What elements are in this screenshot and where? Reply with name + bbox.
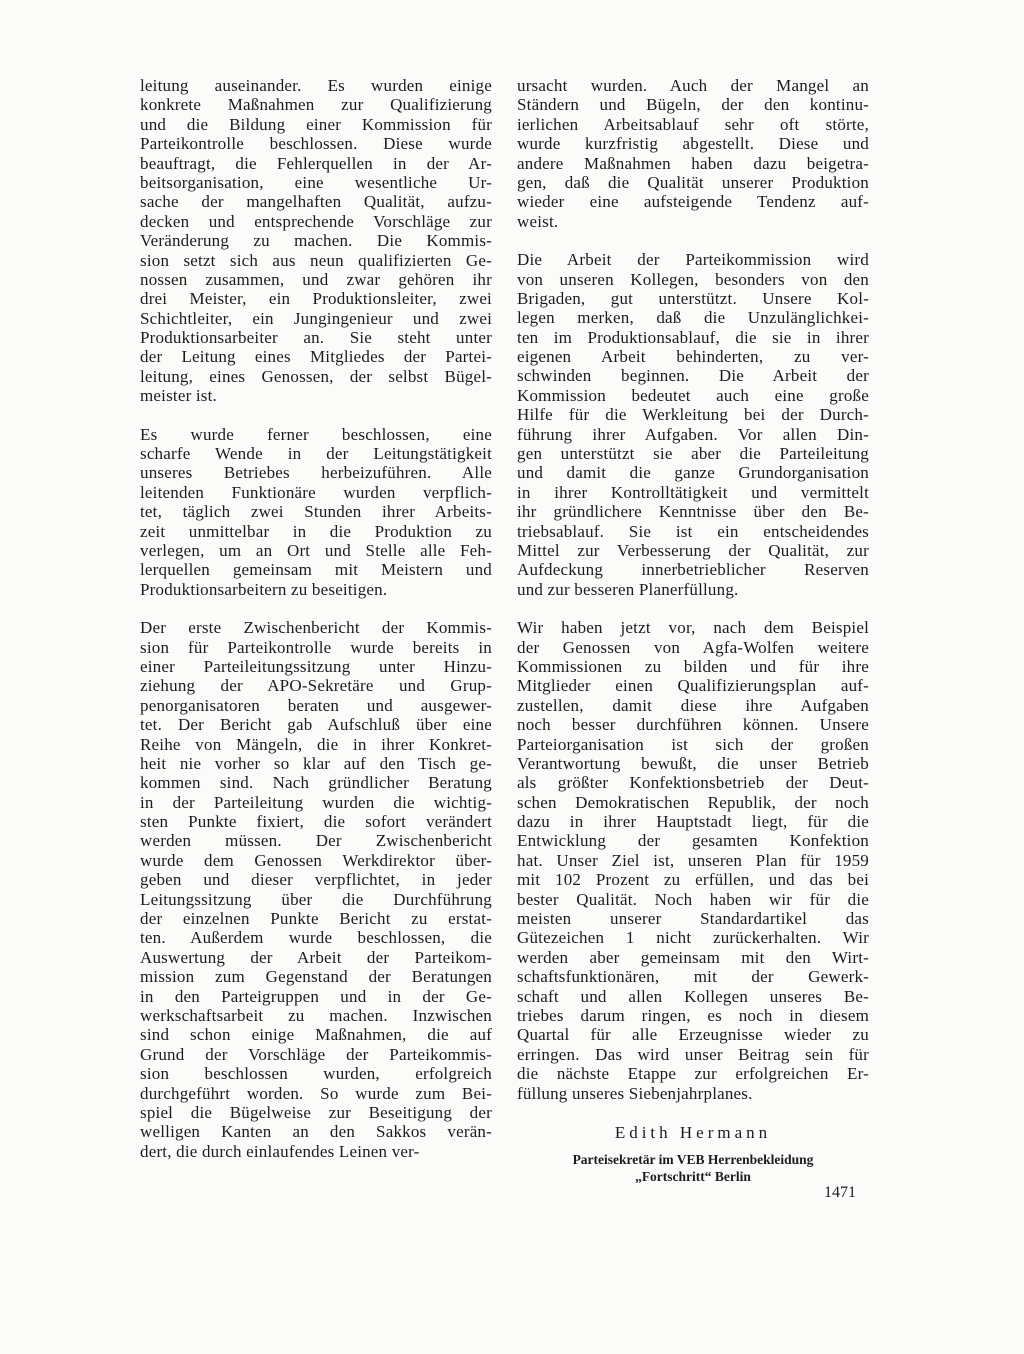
text-line: mission zum Gegenstand der Beratungen <box>140 967 492 987</box>
text-line: erringen. Das wird unser Beitrag sein für <box>517 1044 869 1064</box>
text-line: schwinden beginnen. Die Arbeit der <box>517 366 869 386</box>
text-line: sache der mangelhaften Qualität, aufzu- <box>140 192 492 212</box>
text-line: Der erste Zwischenbericht der Kommis- <box>140 618 492 638</box>
text-line: der Leitung eines Mitgliedes der Partei- <box>140 347 492 367</box>
text-line: konkrete Maßnahmen zur Qualifizierung <box>140 95 492 115</box>
text-line: sten Punkte fixiert, die sofort verändert <box>140 812 492 832</box>
text-line: Gütezeichen 1 nicht zurückerhalten. Wir <box>517 928 869 948</box>
text-line: Mittel zur Verbesserung der Qualität, zur <box>517 540 869 560</box>
text-line: Reihe von Mängeln, die in ihrer Konkret- <box>140 734 492 754</box>
text-line: Parteikontrolle beschlossen. Diese wurde <box>140 134 492 154</box>
paragraph <box>517 76 869 231</box>
paragraph <box>140 76 492 406</box>
text-line: durchgeführt worden. So wurde zum Bei- <box>140 1083 492 1103</box>
text-line: Aufdeckung innerbetrieblicher Reserven <box>517 560 869 580</box>
text-line: ihr gründlichere Kenntnisse über den Be- <box>517 502 869 522</box>
text-line: werden aber gemeinsam mit den Wirt- <box>517 947 869 967</box>
text-line: sion setzt sich aus neun qualifizierten Ge- <box>140 250 492 270</box>
text-line: und zur besseren Planerfüllung. <box>517 579 739 599</box>
text-line: Kommissionen zu bilden und für ihre <box>517 656 869 676</box>
text-line: tet, täglich zwei Stunden ihrer Arbeits- <box>140 502 492 522</box>
text-line: ten im Produktionsablauf, die sie in ihrer <box>517 327 869 347</box>
text-line: Veränderung zu machen. Die Kommis- <box>140 231 492 251</box>
text-line: dazu in ihrer Hauptstadt liegt, für die <box>517 812 869 832</box>
text-line: Verantwortung bewußt, die unser Betrieb <box>517 753 869 773</box>
text-line: Ständern und Bügeln, der den kontinu- <box>517 95 869 115</box>
text-line: unseres Betriebes herbeizuführen. Alle <box>140 463 492 483</box>
text-line: zeit unmittelbar in die Produktion zu <box>140 521 492 541</box>
text-line: penorganisatoren beraten und ausgewer- <box>140 695 492 715</box>
text-line: zustellen, damit diese ihre Aufgaben <box>517 695 869 715</box>
paragraph <box>517 250 869 599</box>
text-line: meisten unserer Standardartikel das <box>517 909 869 929</box>
text-line: spiel die Bügelweise zur Beseitigung der <box>140 1102 492 1122</box>
text-line: dert, die durch einlaufendes Leinen ver- <box>140 1141 420 1161</box>
text-line: und damit die ganze Grundorganisation <box>517 463 869 483</box>
text-line: Brigaden, gut unterstützt. Unsere Kol- <box>517 288 869 308</box>
text-line: Produktionsarbeiter an. Sie steht unter <box>140 328 492 348</box>
text-line: ierlichen Arbeitsablauf sehr oft störte, <box>517 114 869 134</box>
text-line: einer Parteileitungssitzung unter Hinzu- <box>140 656 492 676</box>
text-line: beauftragt, die Fehlerquellen in der Ar- <box>140 153 492 173</box>
text-line: werden müssen. Der Zwischenbericht <box>140 831 492 851</box>
text-line: eigenen Arbeit behinderten, zu ver- <box>517 347 869 367</box>
author-location: „Fortschritt“ Berlin <box>635 1168 751 1184</box>
text-line: mit 102 Prozent zu erfüllen, und das bei <box>517 870 869 890</box>
text-line: sion für Parteikontrolle wurde bereits in <box>140 637 492 657</box>
paragraph <box>517 618 869 1103</box>
text-line: schen Demokratischen Republik, der noch <box>517 792 869 812</box>
text-line: in der Parteileitung wurden die wichtig- <box>140 792 492 812</box>
text-line: Entwicklung der gesamten Konfektion <box>517 831 869 851</box>
text-line: noch besser durchführen können. Unsere <box>517 715 869 735</box>
text-line: werkschaftsarbeit zu machen. Inzwischen <box>140 1005 492 1025</box>
text-line: lerquellen gemeinsam mit Meistern und <box>140 560 492 580</box>
text-line: Leitungssitzung über die Durchführung <box>140 889 492 909</box>
text-line: in den Parteigruppen und in der Ge- <box>140 986 492 1006</box>
text-line: heit nie vorher so klar auf den Tisch ge- <box>140 753 492 773</box>
text-line: ten. Außerdem wurde beschlossen, die <box>140 928 492 948</box>
text-line: der einzelnen Punkte Bericht zu erstat- <box>140 909 492 929</box>
text-line: Auswertung der Arbeit der Parteikom- <box>140 947 492 967</box>
text-line: schaft und allen Kollegen unseres Be- <box>517 986 869 1006</box>
text-line: von unseren Kollegen, besonders von den <box>517 269 869 289</box>
text-line: Hilfe für die Werkleitung bei der Durch- <box>517 405 869 425</box>
text-line: wurde kurzfristig abgestellt. Diese und <box>517 134 869 154</box>
text-line: verlegen, um an Ort und Stelle alle Feh- <box>140 540 492 560</box>
text-line: in ihrer Kontrolltätigkeit und vermittelt <box>517 482 869 502</box>
text-line: Schichtleiter, ein Jungingenieur und zwei <box>140 308 492 328</box>
text-line: Die Arbeit der Parteikommission wird <box>517 250 869 270</box>
text-line: Kommission bedeutet auch eine große <box>517 385 869 405</box>
text-line: tet. Der Bericht gab Aufschluß über eine <box>140 715 492 735</box>
text-line: sion beschlossen wurden, erfolgreich <box>140 1064 492 1084</box>
text-line: wieder eine aufsteigende Tendenz auf- <box>517 192 869 212</box>
text-line: welligen Kanten an den Sakkos verän- <box>140 1122 492 1142</box>
text-line: decken und entsprechende Vorschläge zur <box>140 211 492 231</box>
text-line: schaftsfunktionären, mit der Gewerk- <box>517 967 869 987</box>
text-line: ursacht wurden. Auch der Mangel an <box>517 76 869 95</box>
text-line: weist. <box>517 211 559 231</box>
text-line: andere Maßnahmen haben dazu beigetra- <box>517 153 869 173</box>
text-line: sind schon einige Maßnahmen, die auf <box>140 1025 492 1045</box>
signature-block <box>517 1122 869 1185</box>
text-line: gen unterstützt sie aber die Parteileitung <box>517 444 869 464</box>
author-role: Parteisekretär im VEB Herrenbekleidung <box>572 1151 814 1167</box>
text-line: füllung unseres Siebenjahrplanes. <box>517 1083 753 1103</box>
text-line: Es wurde ferner beschlossen, eine <box>140 424 492 444</box>
text-line: und die Bildung einer Kommission für <box>140 114 492 134</box>
paragraph <box>140 618 492 1161</box>
text-line: Quartal für alle Erzeugnisse wieder zu <box>517 1025 869 1045</box>
text-line: leitung auseinander. Es wurden einige <box>140 76 492 95</box>
text-line: drei Meister, ein Produktionsleiter, zwei <box>140 289 492 309</box>
text-line: die nächste Etappe zur erfolgreichen Er- <box>517 1064 869 1084</box>
text-line: führung ihrer Aufgaben. Vor allen Din- <box>517 424 869 444</box>
text-line: Grund der Vorschläge der Parteikommis- <box>140 1044 492 1064</box>
paragraph <box>140 425 492 600</box>
text-line: Produktionsarbeitern zu beseitigen. <box>140 579 388 599</box>
text-line: triebsablauf. Sie ist ein entscheidendes <box>517 521 869 541</box>
text-line: leitenden Funktionäre wurden verpflich- <box>140 482 492 502</box>
text-line: beitsorganisation, eine wesentliche Ur- <box>140 172 492 192</box>
text-line: leitung, eines Genossen, der selbst Bügel- <box>140 366 492 386</box>
text-line: Parteiorganisation ist sich der großen <box>517 734 869 754</box>
text-line: bester Qualität. Noch haben wir für die <box>517 889 869 909</box>
page-number: 1471 <box>824 1184 856 1201</box>
text-line: scharfe Wende in der Leitungstätigkeit <box>140 444 492 464</box>
text-line: kommen sind. Nach gründlicher Beratung <box>140 773 492 793</box>
text-line: Mitglieder einen Qualifizierungsplan auf- <box>517 676 869 696</box>
text-line: legen merken, daß die Unzulänglichkei- <box>517 308 869 328</box>
text-line: meister ist. <box>140 386 217 406</box>
text-line: triebes darum ringen, es noch in diesem <box>517 1005 869 1025</box>
text-line: gen, daß die Qualität unserer Produktion <box>517 172 869 192</box>
text-line: nossen zusammen, und zwar gehören ihr <box>140 269 492 289</box>
text-line: der Genossen von Agfa-Wolfen weitere <box>517 637 869 657</box>
text-line: hat. Unser Ziel ist, unseren Plan für 1959 <box>517 850 869 870</box>
text-line: geben und dieser verpflichtet, in jeder <box>140 870 492 890</box>
author-name: Edith Hermann <box>614 1122 772 1142</box>
text-line: als größter Konfektionsbetrieb der Deut- <box>517 773 869 793</box>
left-column <box>140 76 492 1180</box>
right-column <box>517 76 869 1185</box>
text-line: wurde dem Genossen Werkdirektor über- <box>140 850 492 870</box>
text-line: ziehung der APO-Sekretäre und Grup- <box>140 676 492 696</box>
text-line: Wir haben jetzt vor, nach dem Beispiel <box>517 618 869 638</box>
